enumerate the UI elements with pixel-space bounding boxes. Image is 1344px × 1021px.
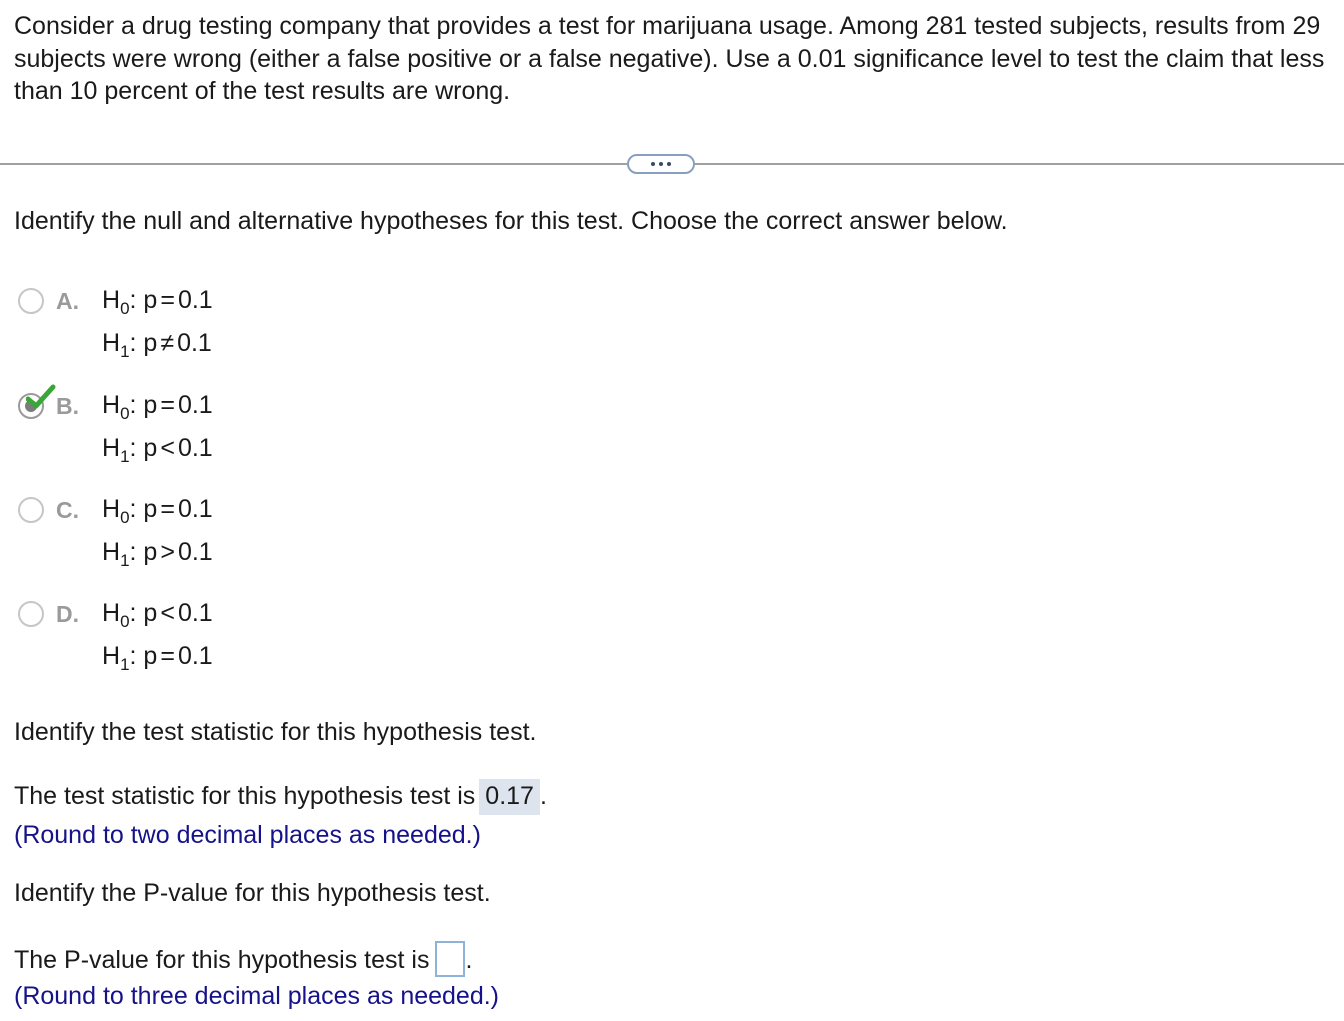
option-d-radio[interactable] (18, 601, 44, 627)
expand-more-button[interactable] (627, 154, 695, 174)
p-value-hint: (Round to three decimal places as needed.) (14, 982, 500, 1010)
p-value-period: . (465, 946, 473, 974)
p-value-prompt: Identify the P-value for this hypothesis test. (14, 879, 491, 907)
option-c-radio[interactable] (18, 497, 44, 523)
test-statistic-prompt: Identify the test statistic for this hypothesis test. (14, 718, 537, 746)
option-a-radio[interactable] (18, 288, 44, 314)
option-c[interactable] (18, 496, 278, 586)
option-c-letter: C. (56, 497, 79, 523)
option-c-alt-hypothesis: $H_1$: p > 0.1 (102, 538, 213, 570)
option-b-alt-hypothesis: $H_1$: p < 0.1 (102, 434, 213, 466)
test-statistic-period: . (539, 782, 547, 810)
option-b-null-hypothesis: $H_0$: p = 0.1 (102, 391, 213, 423)
option-b[interactable] (18, 392, 278, 482)
p-value-sentence (14, 941, 472, 977)
test-statistic-answer[interactable]: 0.17 (479, 779, 540, 815)
option-d-alt-hypothesis: $H_1$: p = 0.1 (102, 642, 213, 674)
option-d[interactable] (18, 600, 278, 690)
option-a-alt-hypothesis: $H_1$: p ≠ 0.1 (102, 329, 212, 361)
option-b-letter: B. (56, 393, 79, 419)
problem-statement: Consider a drug testing company that provides a test for marijuana usage. Among 281 tested subjects, results from 29 subjects were wrong (either a false positive or a false negative). Use a 0.01 significance level to test the claim that less than 10 percent of the test results are wrong. (14, 12, 1325, 105)
checkmark-icon (26, 384, 56, 410)
test-statistic-hint: (Round to two decimal places as needed.) (14, 821, 481, 849)
option-a-letter: A. (56, 288, 79, 314)
option-a[interactable] (18, 287, 278, 377)
p-value-input[interactable] (435, 941, 465, 977)
option-a-null-hypothesis: $H_0$: p = 0.1 (102, 286, 213, 318)
test-statistic-sentence (14, 779, 547, 815)
p-value-label: The P-value for this hypothesis test is (14, 946, 430, 974)
ellipsis-icon (649, 162, 673, 166)
hypotheses-prompt: Identify the null and alternative hypotheses for this test. Choose the correct answer below. (14, 207, 1008, 235)
option-d-letter: D. (56, 601, 79, 627)
option-c-null-hypothesis: $H_0$: p = 0.1 (102, 495, 213, 527)
test-statistic-label: The test statistic for this hypothesis test is (14, 782, 476, 810)
option-d-null-hypothesis: $H_0$: p < 0.1 (102, 599, 213, 631)
